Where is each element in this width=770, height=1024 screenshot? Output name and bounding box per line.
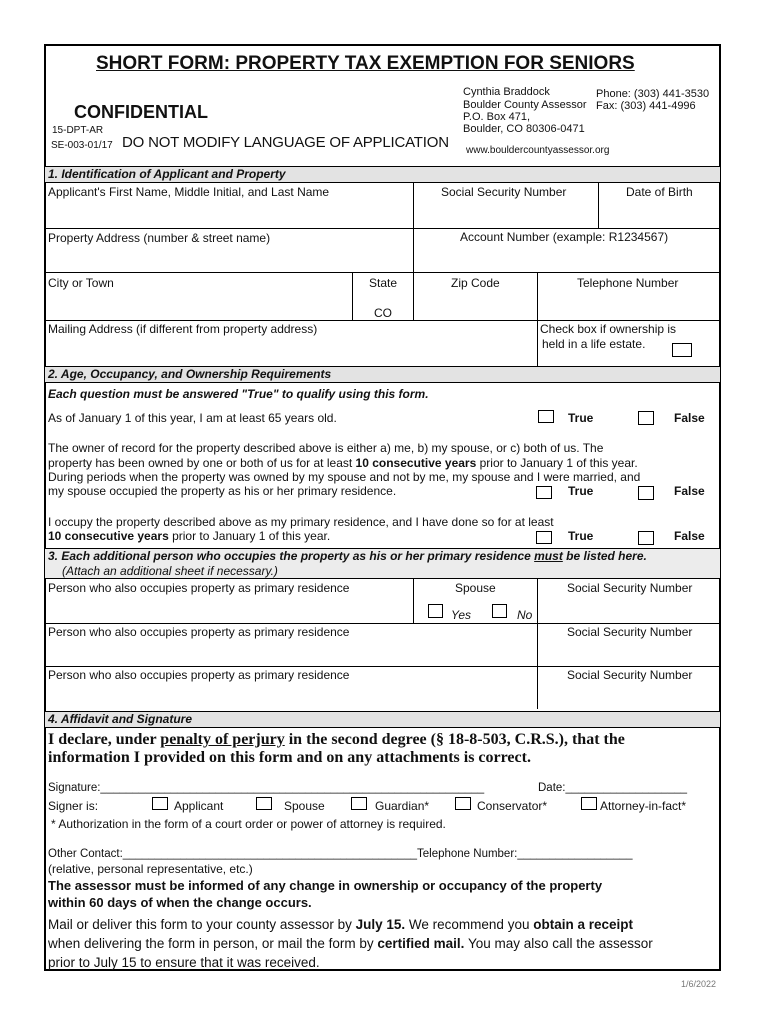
section-2-instruction: Each question must be answered "True" to qualify using this form. bbox=[48, 387, 429, 401]
life-estate-checkbox[interactable] bbox=[672, 343, 692, 357]
q3-line-1: I occupy the property described above as my primary residence, and I have done so for at least bbox=[48, 515, 554, 529]
form-frame bbox=[44, 44, 721, 971]
confidential-label: CONFIDENTIAL bbox=[74, 102, 208, 122]
spouse-no-label: No bbox=[517, 608, 533, 622]
person-3-label: Person who also occupies property as primary residence bbox=[48, 668, 350, 682]
signer-conservator-label: Conservator* bbox=[477, 799, 548, 813]
state-label: State bbox=[369, 276, 398, 290]
q3-line-2: 10 consecutive years prior to January 1 of this year. bbox=[48, 529, 331, 543]
telephone-label: Telephone Number bbox=[577, 276, 679, 290]
signer-guardian-label: Guardian* bbox=[375, 799, 430, 813]
q2-false-label: False bbox=[674, 484, 705, 498]
city-label: City or Town bbox=[48, 276, 114, 290]
q1-false-label: False bbox=[674, 411, 705, 425]
city-zip: Boulder, CO 80306-0471 bbox=[463, 123, 585, 135]
do-not-modify-notice: DO NOT MODIFY LANGUAGE OF APPLICATION bbox=[122, 134, 449, 151]
form-code: 15-DPT-AR bbox=[52, 125, 104, 136]
q2-line-2: property has been owned by one or both of us for at least 10 consecutive years prior to January 1 of this year. bbox=[48, 456, 638, 470]
signer-is-label: Signer is: bbox=[48, 799, 99, 813]
signer-applicant-label: Applicant bbox=[174, 799, 224, 813]
mail-instructions-line-1: Mail or deliver this form to your county assessor by July 15. We recommend you obtain a receipt bbox=[48, 917, 633, 932]
q2-line-1: The owner of record for the property described above is either a) me, b) my spouse, or c) both of us. The bbox=[48, 441, 604, 455]
po-box: P.O. Box 471, bbox=[463, 111, 531, 123]
state-value: CO bbox=[374, 306, 392, 320]
signer-attorney-checkbox[interactable] bbox=[581, 797, 597, 810]
authorization-note: * Authorization in the form of a court order or power of attorney is required. bbox=[51, 817, 446, 831]
assessor-notice-line-1: The assessor must be informed of any change in ownership or occupancy of the property bbox=[48, 878, 603, 893]
property-address-label: Property Address (number & street name) bbox=[48, 231, 271, 245]
signature-line[interactable]: Signature:____________________________________________________________ bbox=[48, 782, 485, 794]
zip-label: Zip Code bbox=[451, 276, 500, 290]
account-number-label: Account Number (example: R1234567) bbox=[460, 230, 669, 244]
assessor-title: Boulder County Assessor bbox=[463, 99, 587, 111]
footer-date: 1/6/2022 bbox=[681, 979, 717, 989]
q2-true-label: True bbox=[568, 484, 594, 498]
form-number: SE-003-01/17 bbox=[51, 140, 113, 151]
mailing-address-label: Mailing Address (if different from property address) bbox=[48, 322, 318, 336]
signer-attorney-label: Attorney-in-fact* bbox=[600, 799, 687, 813]
q2-true-checkbox[interactable] bbox=[536, 486, 552, 499]
ssn-2-label: Social Security Number bbox=[567, 625, 693, 639]
ssn-label: Social Security Number bbox=[441, 185, 567, 199]
applicant-name-label: Applicant's First Name, Middle Initial, and Last Name bbox=[48, 185, 330, 199]
spouse-yes-label: Yes bbox=[451, 608, 472, 622]
date-line[interactable]: Date:___________________ bbox=[538, 782, 688, 794]
q1-true-checkbox[interactable] bbox=[538, 410, 554, 423]
mail-instructions-line-3: prior to July 15 to ensure that it was received. bbox=[48, 955, 320, 970]
other-contact-note: (relative, personal representative, etc.) bbox=[48, 862, 253, 876]
section-3-header: 3. Each additional person who occupies the property as his or her primary residence must be listed here. (Attach an additional sheet if necessary.) bbox=[45, 548, 720, 579]
section-4-header: 4. Affidavit and Signature bbox=[45, 711, 720, 728]
ssn-1-label: Social Security Number bbox=[567, 581, 693, 595]
life-estate-label-2: held in a life estate. bbox=[542, 337, 646, 351]
mail-instructions-line-2: when delivering the form in person, or mail the form by certified mail. You may also call the assessor bbox=[48, 936, 653, 951]
q3-true-label: True bbox=[568, 529, 594, 543]
person-2-label: Person who also occupies property as primary residence bbox=[48, 625, 350, 639]
q1-false-checkbox[interactable] bbox=[638, 411, 654, 425]
assessor-fax: Fax: (303) 441-4996 bbox=[596, 100, 696, 112]
signer-conservator-checkbox[interactable] bbox=[455, 797, 471, 810]
spouse-yes-checkbox[interactable] bbox=[428, 604, 443, 618]
q3-false-checkbox[interactable] bbox=[638, 531, 654, 545]
q1-true-label: True bbox=[568, 411, 594, 425]
assessor-name: Cynthia Braddock bbox=[463, 86, 550, 98]
assessor-website: www.bouldercountyassessor.org bbox=[466, 145, 610, 156]
assessor-phone: Phone: (303) 441-3530 bbox=[596, 88, 710, 100]
person-1-label: Person who also occupies property as primary residence bbox=[48, 581, 350, 595]
declaration-line-2: information I provided on this form and on any attachments is correct. bbox=[48, 749, 531, 766]
q3-false-label: False bbox=[674, 529, 705, 543]
assessor-notice-line-2: within 60 days of when the change occurs. bbox=[48, 895, 312, 910]
q2-line-3: During periods when the property was owned by my spouse and not by me, my spouse and I were married, and bbox=[48, 470, 641, 484]
dob-label: Date of Birth bbox=[626, 185, 693, 199]
q1-text: As of January 1 of this year, I am at least 65 years old. bbox=[48, 411, 337, 425]
life-estate-label-1: Check box if ownership is bbox=[540, 322, 677, 336]
signer-applicant-checkbox[interactable] bbox=[152, 797, 168, 810]
declaration-line-1: I declare, under penalty of perjury in the second degree (§ 18-8-503, C.R.S.), that the bbox=[48, 731, 625, 748]
other-contact-line[interactable]: Other Contact:______________________________________________Telephone Number:__________________ bbox=[48, 848, 633, 860]
section-2-header: 2. Age, Occupancy, and Ownership Requirements bbox=[45, 366, 720, 383]
ssn-3-label: Social Security Number bbox=[567, 668, 693, 682]
form-title: SHORT FORM: PROPERTY TAX EXEMPTION FOR SENIORS bbox=[96, 53, 635, 74]
section-1-header: 1. Identification of Applicant and Property bbox=[45, 166, 720, 183]
q2-line-4: my spouse occupied the property as his or her primary residence. bbox=[48, 484, 397, 498]
signer-spouse-label: Spouse bbox=[284, 799, 325, 813]
signer-guardian-checkbox[interactable] bbox=[351, 797, 367, 810]
q2-false-checkbox[interactable] bbox=[638, 486, 654, 500]
spouse-no-checkbox[interactable] bbox=[492, 604, 507, 618]
q3-true-checkbox[interactable] bbox=[536, 531, 552, 544]
signer-spouse-checkbox[interactable] bbox=[256, 797, 272, 810]
spouse-label: Spouse bbox=[455, 581, 496, 595]
